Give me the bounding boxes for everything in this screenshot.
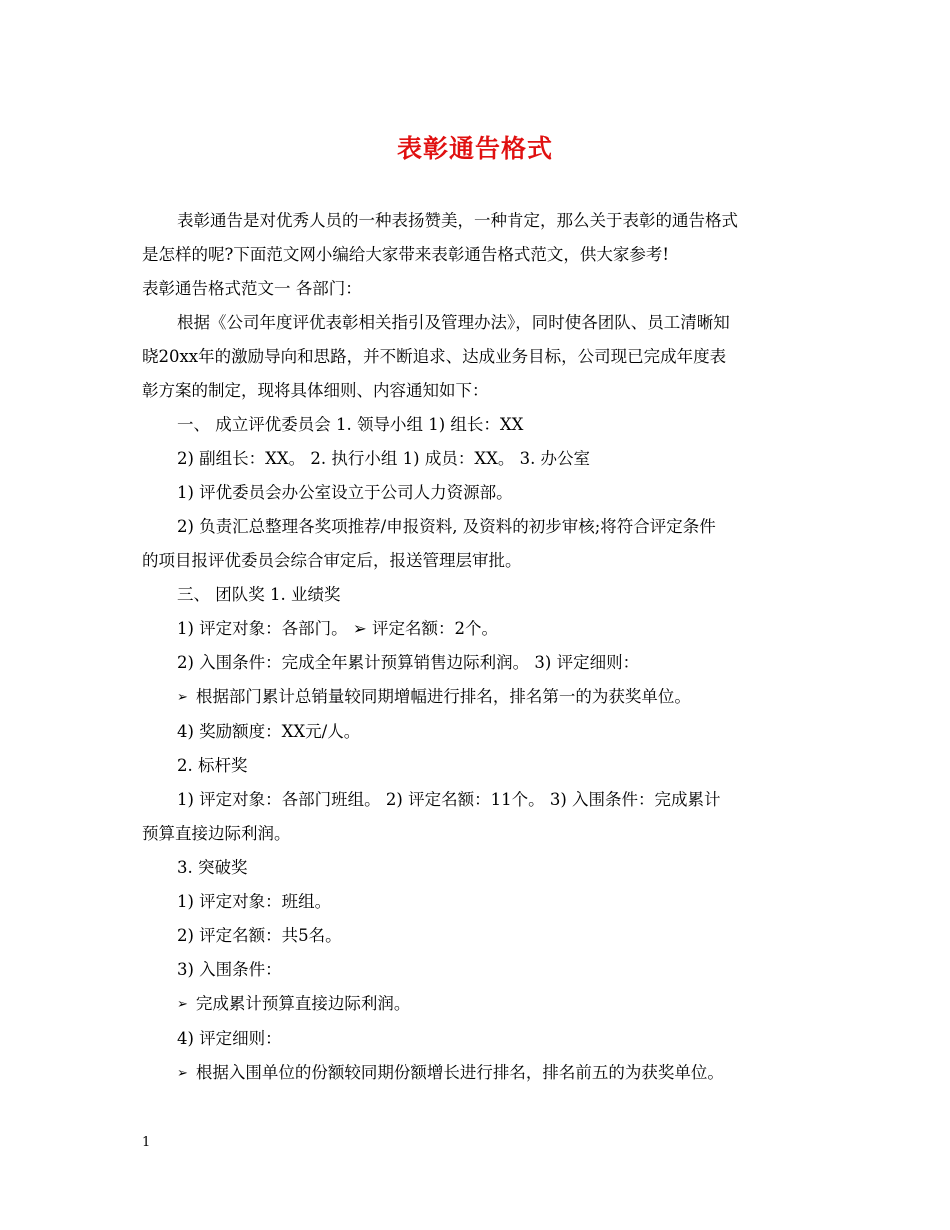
text-line-content: 2) 入围条件：完成全年累计预算销售边际利润。 3) 评定细则：: [177, 653, 640, 672]
text-line-content: 1) 评优委员会办公室设立于公司人力资源部。: [177, 483, 513, 502]
text-line-content: 表彰通告格式范文一 各部门：: [142, 279, 362, 298]
text-line: [142, 374, 812, 408]
text-line-content: 是怎样的呢?下面范文网小编给大家带来表彰通告格式范文，供大家参考!: [142, 245, 669, 264]
text-line: [142, 476, 812, 510]
text-line: [142, 612, 812, 646]
text-line: [142, 885, 812, 919]
text-line-content: 表彰通告是对优秀人员的一种表扬赞美，一种肯定，那么关于表彰的通告格式: [177, 211, 738, 230]
text-line: [142, 204, 812, 238]
text-line: [142, 851, 812, 885]
text-line-content: 根据入围单位的份额较同期份额增长进行排名，排名前五的为获奖单位。: [195, 1063, 724, 1082]
text-line: [142, 1022, 812, 1056]
text-line: [142, 680, 812, 715]
text-line-content: 1) 评定对象：各部门。 ➢ 评定名额：2个。: [177, 619, 498, 638]
text-line-content: 根据部门累计总销量较同期增幅进行排名，排名第一的为获奖单位。: [195, 687, 691, 706]
text-line: [142, 442, 812, 476]
text-line: [142, 749, 812, 783]
arrow-bullet-icon: ➢: [177, 997, 188, 1012]
text-line: [142, 408, 812, 442]
text-line: [142, 340, 812, 374]
text-line: [142, 578, 812, 612]
text-line-content: 的项目报评优委员会综合审定后，报送管理层审批。: [142, 551, 522, 570]
arrow-bullet-icon: ➢: [177, 1066, 188, 1081]
page-number: 1: [142, 1135, 151, 1150]
document-body: [142, 204, 812, 1091]
text-line-content: 2) 评定名额：共5名。: [177, 926, 342, 945]
text-line-content: 根据《公司年度评优表彰相关指引及管理办法》，同时使各团队、员工清晰知: [177, 313, 730, 332]
text-line: [142, 306, 812, 340]
text-line-content: 1) 评定对象：班组。: [177, 892, 332, 911]
text-line-content: 3) 入围条件：: [177, 960, 282, 979]
text-line-content: 一、 成立评优委员会 1. 领导小组 1) 组长：XX: [177, 415, 524, 434]
text-line-content: 2) 负责汇总整理各奖项推荐/申报资料, 及资料的初步审核;将符合评定条件: [177, 517, 716, 536]
text-line-content: 彰方案的制定，现将具体细则、内容通知如下：: [142, 381, 489, 400]
text-line-content: 1) 评定对象：各部门班组。 2) 评定名额：11个。 3) 入围条件：完成累计: [177, 790, 721, 809]
text-line-content: 4) 奖励额度：XX元/人。: [177, 722, 361, 741]
text-line-content: 4) 评定细则：: [177, 1029, 282, 1048]
arrow-bullet-icon: ➢: [177, 690, 188, 705]
text-line: [142, 1056, 812, 1091]
text-line: [142, 510, 812, 544]
text-line-content: 晓20xx年的激励导向和思路，并不断追求、达成业务目标，公司现已完成年度表: [142, 347, 727, 366]
text-line-content: 完成累计预算直接边际利润。: [195, 994, 411, 1013]
text-line: [142, 646, 812, 680]
text-line-content: 预算直接边际利润。: [142, 824, 291, 843]
text-line-content: 3. 突破奖: [177, 858, 248, 877]
text-line: [142, 544, 812, 578]
text-line-content: 2) 副组长：XX。 2. 执行小组 1) 成员：XX。 3. 办公室: [177, 449, 591, 468]
text-line-content: 2. 标杆奖: [177, 756, 248, 775]
text-line: [142, 272, 812, 306]
text-line: [142, 783, 812, 817]
text-line: [142, 919, 812, 953]
text-line-content: 三、 团队奖 1. 业绩奖: [177, 585, 341, 604]
text-line: [142, 817, 812, 851]
page-title: 表彰通告格式: [396, 134, 553, 163]
text-line: [142, 715, 812, 749]
text-line: [142, 987, 812, 1022]
text-line: [142, 953, 812, 987]
text-line: [142, 238, 812, 272]
